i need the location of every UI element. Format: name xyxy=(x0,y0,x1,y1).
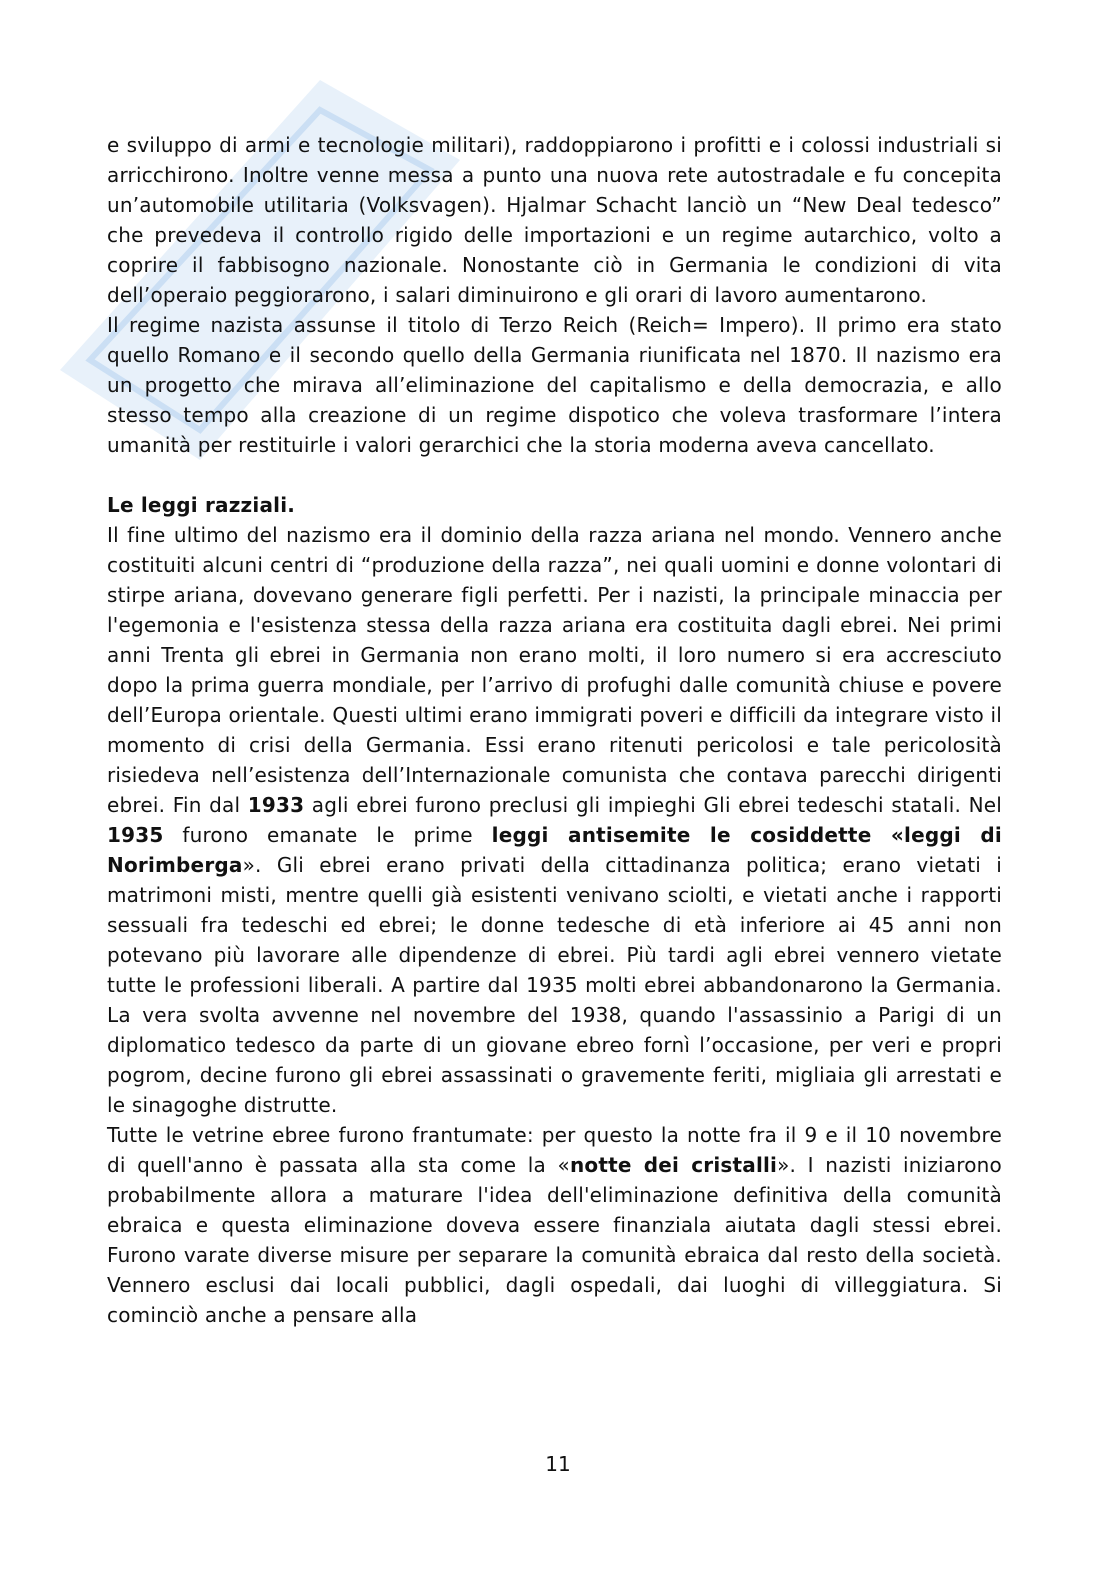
text-run: ». Gli ebrei erano privati della cittadinanza politica; erano vietati i matrimoni misti, mentre quelli già esistenti venivano sciolti, e vietati anche i rapporti sessuali fra tedeschi ed ebrei; le donne tedesche di età inferiore ai 45 anni non potevano più lavorare alle dipendenze di ebrei. Più tardi agli ebrei vennero vietate tutte le professioni liberali. A partire dal 1935 molti ebrei abbandonarono la Germania. La vera svolta avvenne nel novembre del 1938, quando l'assassinio a Parigi di un diplomatico tedesco da parte di un giovane ebreo fornì l’occasione, per veri e propri pogrom, decine furono gli ebrei assassinati o gravemente feriti, migliaia gli arrestati e le sinagoghe distrutte. xyxy=(107,853,1002,1117)
text-run: agli ebrei furono preclusi gli impieghi Gli ebrei tedeschi statali. Nel xyxy=(304,793,1002,817)
text-run: furono emanate le prime xyxy=(163,823,492,847)
paragraph xyxy=(107,1120,1002,1330)
paragraph-spacer xyxy=(107,460,1002,490)
bold-text: 1935 xyxy=(107,823,164,847)
text-run: Il fine ultimo del nazismo era il dominio della razza ariana nel mondo. Vennero anche costituiti alcuni centri di “produzione della razza”, nei quali uomini e donne volontari di stirpe ariana, dovevano generare figli perfetti. Per i nazisti, la principale minaccia per l'egemonia e l'esistenza stessa della razza ariana era costituita dagli ebrei. Nei primi anni Trenta gli ebrei in Germania non erano molti, il loro numero si era accresciuto dopo la prima guerra mondiale, per l’arrivo di profughi dalle comunità chiuse e povere dell’Europa orientale. Questi ultimi erano immigrati poveri e difficili da integrare visto il momento di crisi della Germania. Essi erano ritenuti pericolosi e tale pericolosità risiedeva nell’esistenza dell’Internazionale comunista che contava parecchi dirigenti ebrei. Fin dal xyxy=(107,523,1002,817)
text-run: Tutte le vetrine ebree furono frantumate: per questo la notte fra il 9 e il 10 novembre di quell'anno è passata alla sta come la « xyxy=(107,1123,1002,1177)
paragraph: Il regime nazista assunse il titolo di Terzo Reich (Reich= Impero). Il primo era stato quello Romano e il secondo quello della Germania riunificata nel 1870. Il nazismo era un progetto che mirava all’eliminazione del capitalismo e della democrazia, e allo stesso tempo alla creazione di un regime dispotico che voleva trasformare l’intera umanità per restituirle i valori gerarchici che la storia moderna aveva cancellato. xyxy=(107,313,1002,457)
text-run: ». I nazisti iniziarono probabilmente allora a maturare l'idea dell'eliminazione definitiva della comunità ebraica e questa eliminazione doveva essere finanziala aiutata dagli stessi ebrei. Furono varate diverse misure per separare la comunità ebraica dal resto della società. Vennero esclusi dai locali pubblici, dagli ospedali, dai luoghi di villeggiatura. Si cominciò anche a pensare alla xyxy=(107,1153,1002,1327)
bold-text: leggi antisemite le cosiddette «leggi di Norimberga xyxy=(107,823,1002,877)
page-number: 11 xyxy=(545,1452,571,1476)
document-body xyxy=(107,130,1002,1330)
paragraph xyxy=(107,520,1002,1120)
paragraph: e sviluppo di armi e tecnologie militari), raddoppiarono i profitti e i colossi industriali si arricchirono. Inoltre venne messa a punto una nuova rete autostradale e fu concepita un’automobile utilitaria (Volksvagen). Hjalmar Schacht lanciò un “New Deal tedesco” che prevedeva il controllo rigido delle importazioni e un regime autarchico, volto a coprire il fabbisogno nazionale. Nonostante ciò in Germania le condizioni di vita dell’operaio peggiorarono, i salari diminuirono e gli orari di lavoro aumentarono. xyxy=(107,133,1002,307)
section-heading: Le leggi razziali. xyxy=(107,493,296,517)
bold-text: notte dei cristalli xyxy=(569,1153,778,1177)
bold-text: 1933 xyxy=(247,793,305,817)
